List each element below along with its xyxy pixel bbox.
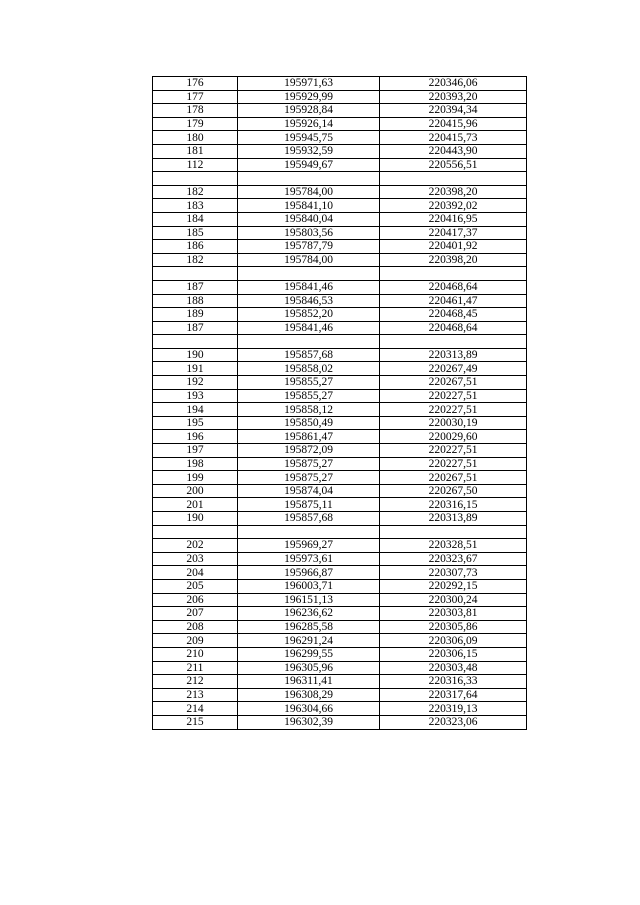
x-coordinate-cell: 195973,61 <box>238 552 380 566</box>
x-coordinate-cell: 195850,49 <box>238 416 380 430</box>
point-number-cell: 188 <box>153 294 238 308</box>
y-coordinate-cell <box>380 172 527 186</box>
x-coordinate-cell: 195858,02 <box>238 362 380 376</box>
x-coordinate-cell: 196003,71 <box>238 579 380 593</box>
y-coordinate-cell <box>380 335 527 349</box>
table-row <box>153 131 527 145</box>
point-number-cell: 192 <box>153 376 238 390</box>
y-coordinate-cell: 220468,45 <box>380 308 527 322</box>
coordinates-table-body <box>153 77 527 730</box>
x-coordinate-cell: 196305,96 <box>238 661 380 675</box>
x-coordinate-cell: 195784,00 <box>238 253 380 267</box>
table-row <box>153 90 527 104</box>
y-coordinate-cell: 220227,51 <box>380 389 527 403</box>
y-coordinate-cell: 220306,09 <box>380 634 527 648</box>
x-coordinate-cell <box>238 172 380 186</box>
x-coordinate-cell: 195926,14 <box>238 117 380 131</box>
point-number-cell: 195 <box>153 416 238 430</box>
table-row <box>153 117 527 131</box>
y-coordinate-cell: 220313,89 <box>380 348 527 362</box>
table-row <box>153 593 527 607</box>
table-row <box>153 457 527 471</box>
y-coordinate-cell <box>380 525 527 539</box>
y-coordinate-cell: 220461,47 <box>380 294 527 308</box>
x-coordinate-cell: 196304,66 <box>238 702 380 716</box>
y-coordinate-cell: 220416,95 <box>380 212 527 226</box>
point-number-cell: 184 <box>153 212 238 226</box>
table-row <box>153 688 527 702</box>
point-number-cell: 198 <box>153 457 238 471</box>
x-coordinate-cell: 195852,20 <box>238 308 380 322</box>
x-coordinate-cell: 195875,27 <box>238 457 380 471</box>
y-coordinate-cell: 220227,51 <box>380 444 527 458</box>
y-coordinate-cell: 220468,64 <box>380 280 527 294</box>
table-row <box>153 579 527 593</box>
point-number-cell: 179 <box>153 117 238 131</box>
table-row <box>153 512 527 526</box>
x-coordinate-cell: 195949,67 <box>238 158 380 172</box>
point-number-cell: 211 <box>153 661 238 675</box>
table-row <box>153 77 527 91</box>
x-coordinate-cell: 195966,87 <box>238 566 380 580</box>
point-number-cell: 194 <box>153 403 238 417</box>
point-number-cell: 187 <box>153 280 238 294</box>
y-coordinate-cell: 220415,73 <box>380 131 527 145</box>
y-coordinate-cell: 220306,15 <box>380 647 527 661</box>
y-coordinate-cell: 220307,73 <box>380 566 527 580</box>
table-row <box>153 620 527 634</box>
x-coordinate-cell: 195787,79 <box>238 240 380 254</box>
x-coordinate-cell: 195945,75 <box>238 131 380 145</box>
table-row <box>153 444 527 458</box>
x-coordinate-cell: 195971,63 <box>238 77 380 91</box>
point-number-cell: 112 <box>153 158 238 172</box>
y-coordinate-cell: 220313,89 <box>380 512 527 526</box>
y-coordinate-cell: 220227,51 <box>380 403 527 417</box>
table-row <box>153 362 527 376</box>
y-coordinate-cell: 220392,02 <box>380 199 527 213</box>
x-coordinate-cell: 195841,46 <box>238 280 380 294</box>
table-row <box>153 308 527 322</box>
point-number-cell: 206 <box>153 593 238 607</box>
x-coordinate-cell: 195932,59 <box>238 144 380 158</box>
y-coordinate-cell: 220267,51 <box>380 376 527 390</box>
y-coordinate-cell: 220292,15 <box>380 579 527 593</box>
y-coordinate-cell: 220319,13 <box>380 702 527 716</box>
table-row <box>153 376 527 390</box>
x-coordinate-cell: 196308,29 <box>238 688 380 702</box>
x-coordinate-cell: 195841,46 <box>238 321 380 335</box>
point-number-cell: 187 <box>153 321 238 335</box>
point-number-cell: 181 <box>153 144 238 158</box>
y-coordinate-cell: 220267,50 <box>380 484 527 498</box>
point-number-cell: 213 <box>153 688 238 702</box>
point-number-cell: 200 <box>153 484 238 498</box>
x-coordinate-cell: 195855,27 <box>238 376 380 390</box>
y-coordinate-cell: 220401,92 <box>380 240 527 254</box>
point-number-cell: 178 <box>153 104 238 118</box>
table-row <box>153 430 527 444</box>
y-coordinate-cell: 220468,64 <box>380 321 527 335</box>
table-row <box>153 675 527 689</box>
table-row <box>153 715 527 729</box>
point-number-cell: 204 <box>153 566 238 580</box>
y-coordinate-cell: 220303,48 <box>380 661 527 675</box>
y-coordinate-cell: 220415,96 <box>380 117 527 131</box>
y-coordinate-cell: 220267,51 <box>380 471 527 485</box>
point-number-cell: 193 <box>153 389 238 403</box>
y-coordinate-cell: 220398,20 <box>380 253 527 267</box>
table-row <box>153 484 527 498</box>
x-coordinate-cell: 196151,13 <box>238 593 380 607</box>
x-coordinate-cell <box>238 525 380 539</box>
table-row <box>153 661 527 675</box>
x-coordinate-cell: 195803,56 <box>238 226 380 240</box>
y-coordinate-cell: 220323,06 <box>380 715 527 729</box>
x-coordinate-cell <box>238 335 380 349</box>
point-number-cell: 180 <box>153 131 238 145</box>
table-row <box>153 389 527 403</box>
table-row <box>153 253 527 267</box>
point-number-cell: 215 <box>153 715 238 729</box>
point-number-cell: 182 <box>153 253 238 267</box>
y-coordinate-cell: 220303,81 <box>380 607 527 621</box>
point-number-cell: 209 <box>153 634 238 648</box>
table-row <box>153 607 527 621</box>
y-coordinate-cell: 220267,49 <box>380 362 527 376</box>
table-row <box>153 158 527 172</box>
point-number-cell <box>153 335 238 349</box>
point-number-cell: 196 <box>153 430 238 444</box>
y-coordinate-cell: 220316,33 <box>380 675 527 689</box>
point-number-cell: 212 <box>153 675 238 689</box>
x-coordinate-cell: 195855,27 <box>238 389 380 403</box>
point-number-cell: 176 <box>153 77 238 91</box>
point-number-cell: 205 <box>153 579 238 593</box>
point-number-cell <box>153 525 238 539</box>
y-coordinate-cell: 220029,60 <box>380 430 527 444</box>
y-coordinate-cell: 220317,64 <box>380 688 527 702</box>
y-coordinate-cell: 220443,90 <box>380 144 527 158</box>
x-coordinate-cell: 195928,84 <box>238 104 380 118</box>
x-coordinate-cell: 196291,24 <box>238 634 380 648</box>
point-number-cell: 207 <box>153 607 238 621</box>
table-row <box>153 240 527 254</box>
x-coordinate-cell: 195861,47 <box>238 430 380 444</box>
x-coordinate-cell: 196311,41 <box>238 675 380 689</box>
point-number-cell: 186 <box>153 240 238 254</box>
y-coordinate-cell: 220346,06 <box>380 77 527 91</box>
point-number-cell: 190 <box>153 512 238 526</box>
x-coordinate-cell: 195857,68 <box>238 348 380 362</box>
x-coordinate-cell: 195969,27 <box>238 539 380 553</box>
table-row <box>153 539 527 553</box>
table-row <box>153 647 527 661</box>
x-coordinate-cell: 195874,04 <box>238 484 380 498</box>
point-number-cell: 214 <box>153 702 238 716</box>
y-coordinate-cell: 220323,67 <box>380 552 527 566</box>
table-row <box>153 702 527 716</box>
point-number-cell: 203 <box>153 552 238 566</box>
table-row <box>153 144 527 158</box>
table-row <box>153 226 527 240</box>
x-coordinate-cell: 195875,11 <box>238 498 380 512</box>
point-number-cell <box>153 172 238 186</box>
table-separator-row <box>153 335 527 349</box>
table-row <box>153 634 527 648</box>
y-coordinate-cell: 220305,86 <box>380 620 527 634</box>
point-number-cell: 210 <box>153 647 238 661</box>
table-row <box>153 416 527 430</box>
point-number-cell: 190 <box>153 348 238 362</box>
point-number-cell: 182 <box>153 185 238 199</box>
table-row <box>153 280 527 294</box>
table-row <box>153 552 527 566</box>
point-number-cell: 191 <box>153 362 238 376</box>
y-coordinate-cell: 220227,51 <box>380 457 527 471</box>
x-coordinate-cell: 196302,39 <box>238 715 380 729</box>
table-row <box>153 104 527 118</box>
x-coordinate-cell: 195929,99 <box>238 90 380 104</box>
table-row <box>153 212 527 226</box>
point-number-cell <box>153 267 238 281</box>
y-coordinate-cell: 220300,24 <box>380 593 527 607</box>
y-coordinate-cell <box>380 267 527 281</box>
x-coordinate-cell: 196285,58 <box>238 620 380 634</box>
point-number-cell: 183 <box>153 199 238 213</box>
table-row <box>153 199 527 213</box>
table-separator-row <box>153 267 527 281</box>
point-number-cell: 201 <box>153 498 238 512</box>
x-coordinate-cell: 195858,12 <box>238 403 380 417</box>
x-coordinate-cell: 195875,27 <box>238 471 380 485</box>
x-coordinate-cell: 195840,04 <box>238 212 380 226</box>
table-row <box>153 294 527 308</box>
coordinates-table <box>152 76 527 730</box>
table-row <box>153 348 527 362</box>
y-coordinate-cell: 220316,15 <box>380 498 527 512</box>
y-coordinate-cell: 220417,37 <box>380 226 527 240</box>
x-coordinate-cell: 195857,68 <box>238 512 380 526</box>
point-number-cell: 197 <box>153 444 238 458</box>
x-coordinate-cell: 196236,62 <box>238 607 380 621</box>
table-row <box>153 403 527 417</box>
point-number-cell: 199 <box>153 471 238 485</box>
table-row <box>153 566 527 580</box>
table-separator-row <box>153 172 527 186</box>
y-coordinate-cell: 220328,51 <box>380 539 527 553</box>
y-coordinate-cell: 220398,20 <box>380 185 527 199</box>
y-coordinate-cell: 220030,19 <box>380 416 527 430</box>
y-coordinate-cell: 220394,34 <box>380 104 527 118</box>
y-coordinate-cell: 220393,20 <box>380 90 527 104</box>
x-coordinate-cell: 195784,00 <box>238 185 380 199</box>
y-coordinate-cell: 220556,51 <box>380 158 527 172</box>
table-separator-row <box>153 525 527 539</box>
table-row <box>153 471 527 485</box>
point-number-cell: 202 <box>153 539 238 553</box>
point-number-cell: 208 <box>153 620 238 634</box>
x-coordinate-cell: 196299,55 <box>238 647 380 661</box>
point-number-cell: 189 <box>153 308 238 322</box>
table-row <box>153 321 527 335</box>
point-number-cell: 185 <box>153 226 238 240</box>
table-row <box>153 185 527 199</box>
x-coordinate-cell: 195841,10 <box>238 199 380 213</box>
table-row <box>153 498 527 512</box>
point-number-cell: 177 <box>153 90 238 104</box>
x-coordinate-cell: 195872,09 <box>238 444 380 458</box>
x-coordinate-cell: 195846,53 <box>238 294 380 308</box>
x-coordinate-cell <box>238 267 380 281</box>
